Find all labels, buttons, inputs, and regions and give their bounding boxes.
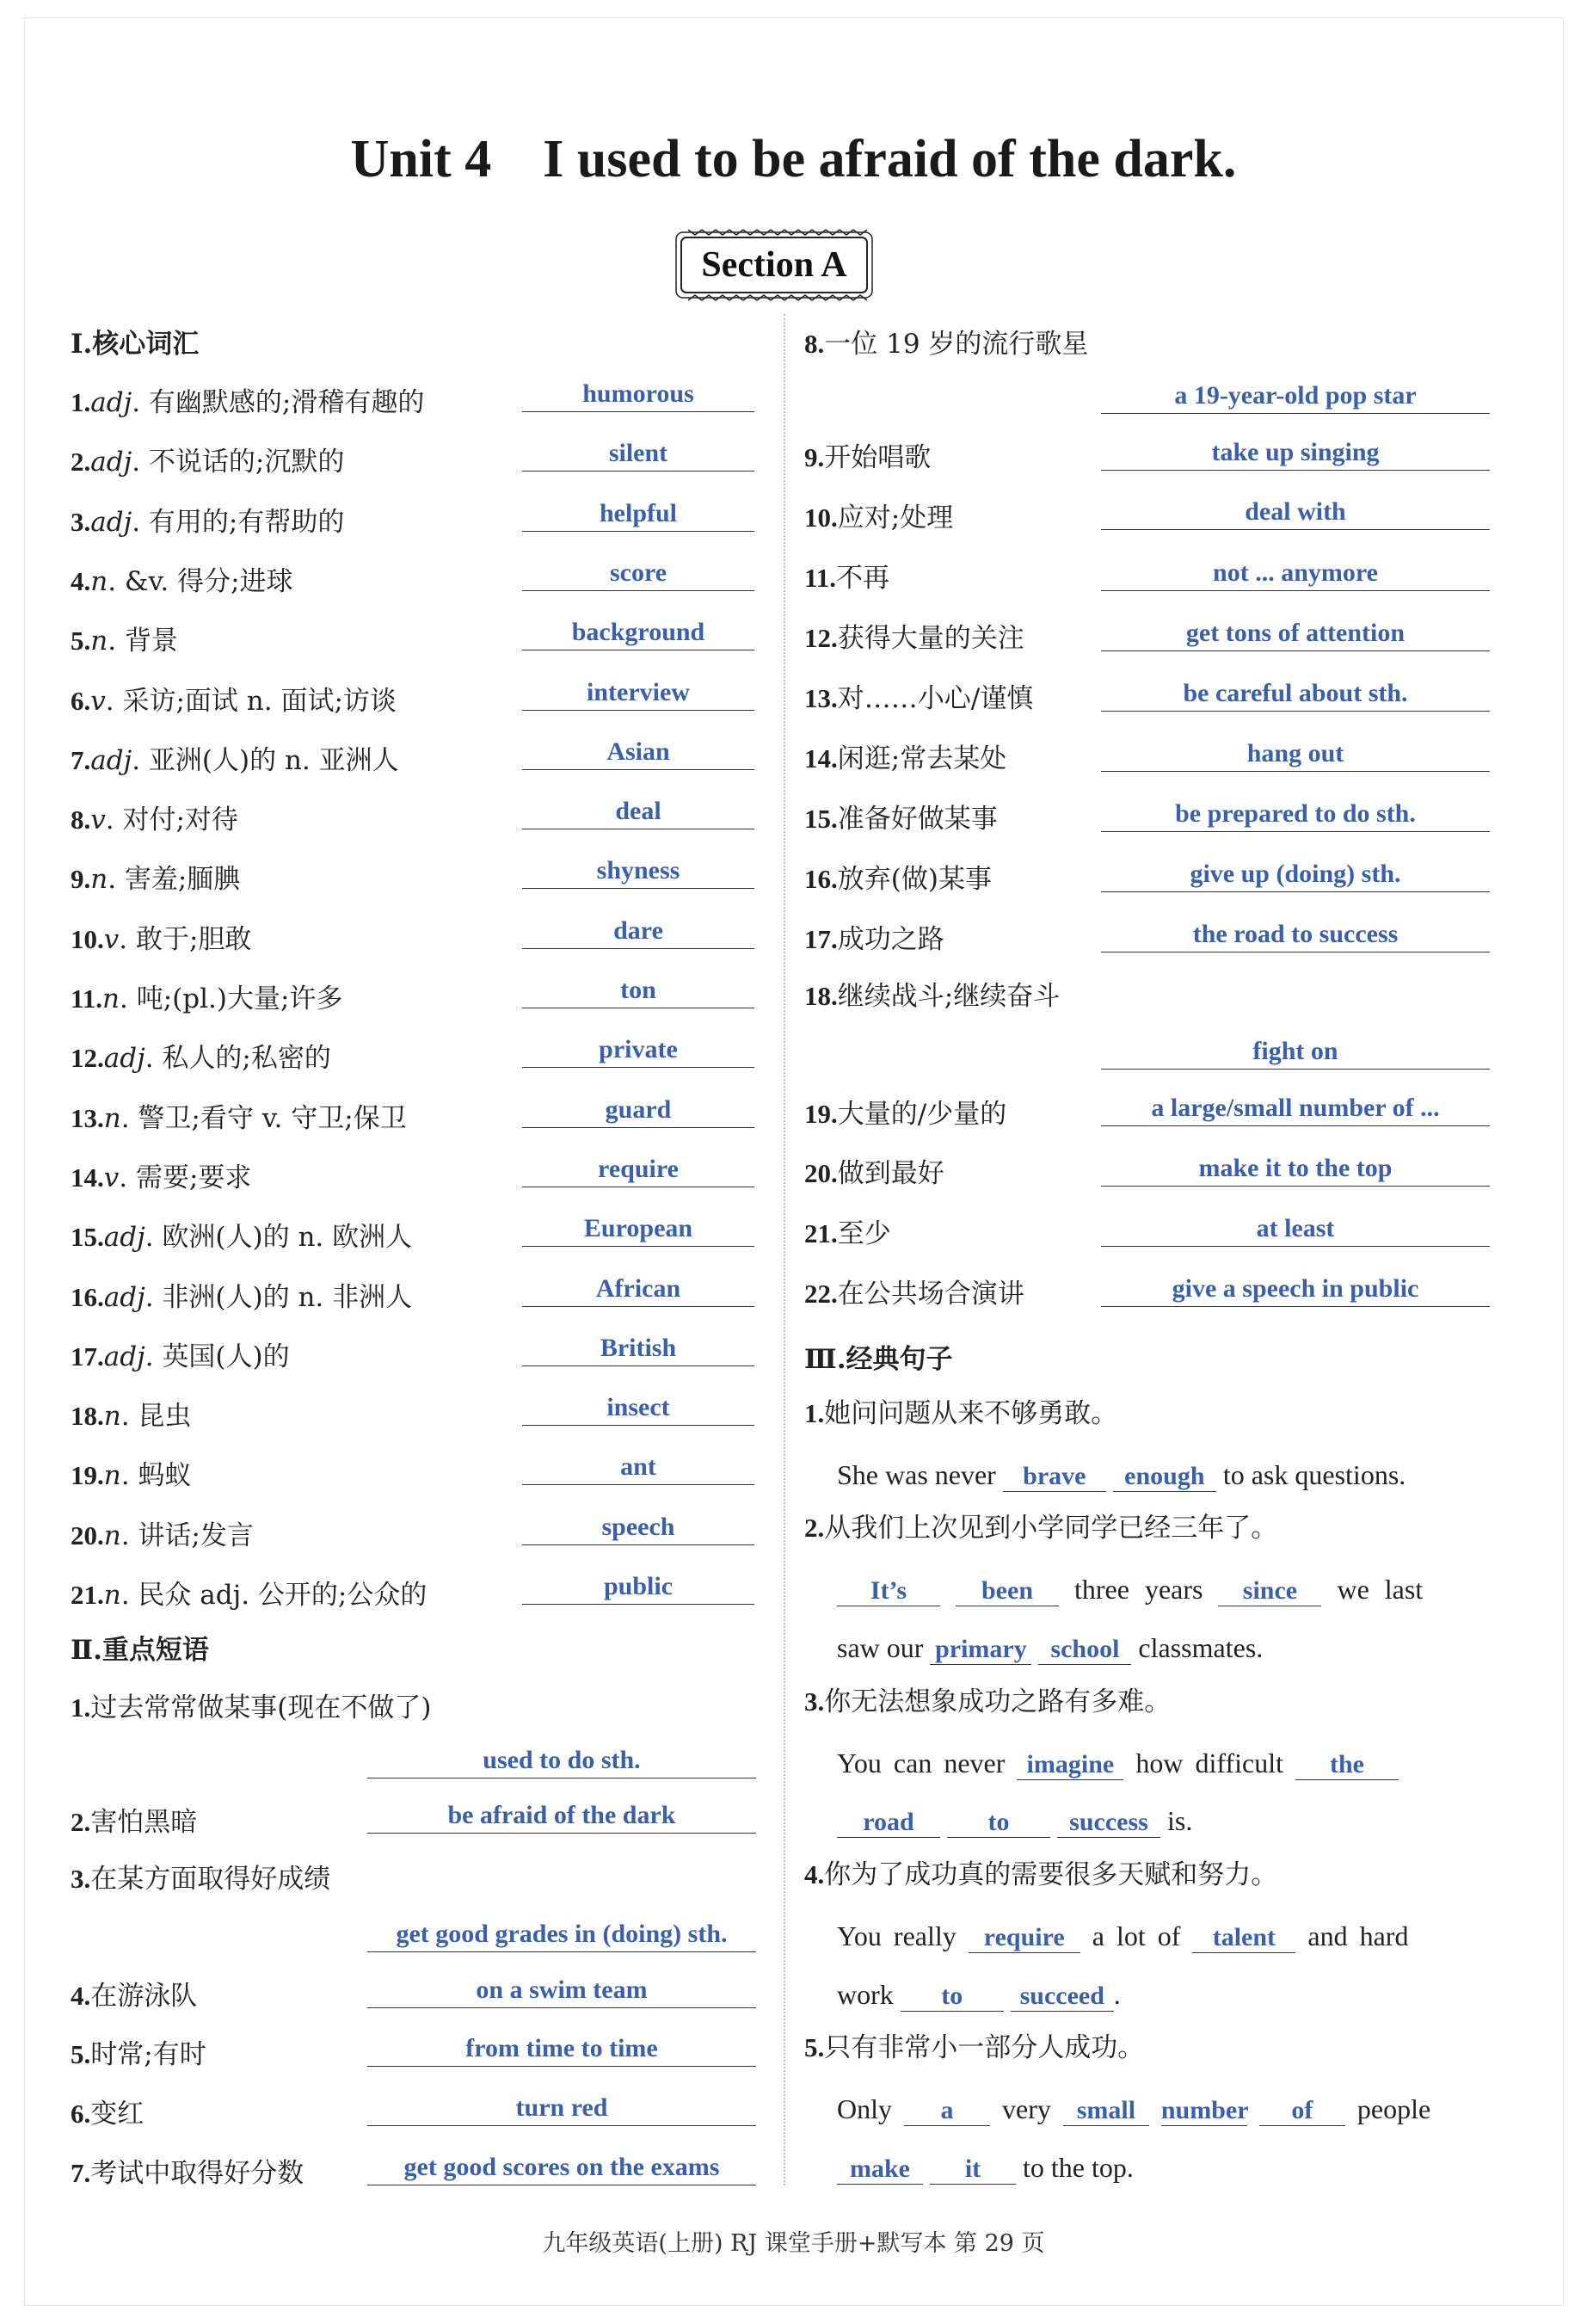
sentence-2-line-1: It’s been three years since we last — [837, 1572, 1491, 1606]
vocab-number: 4. — [71, 566, 91, 596]
vocab-pos: adj — [103, 1043, 145, 1074]
sentence-3-blank[interactable]: imagine — [1017, 1750, 1123, 1780]
vocab-number: 10. — [71, 924, 104, 954]
phrase-item — [804, 681, 1033, 716]
phrase-meaning: 变红 — [90, 2099, 145, 2130]
vocab-meaning: . 警卫;看守 v. 守卫;保卫 — [120, 1103, 407, 1134]
vocab-number: 3. — [71, 507, 91, 537]
phrase-meaning: 闲逛;常去某处 — [837, 743, 1007, 774]
vocab-meaning: . 对付;对待 — [105, 804, 238, 835]
sentence-2-blank[interactable]: school — [1038, 1635, 1131, 1665]
vocab-meaning: . 欧洲(人)的 n. 欧洲人 — [145, 1222, 413, 1253]
vocab-meaning: . 有幽默感的;滑稽有趣的 — [132, 387, 425, 418]
phrase-answer-blank[interactable]: on a swim team — [367, 1975, 756, 2008]
phrase-answer-blank[interactable]: get good scores on the exams — [367, 2152, 756, 2185]
phrase-number: 13. — [804, 683, 838, 713]
part1-header: Ⅰ.核心词汇 — [71, 329, 200, 360]
phrase-item — [71, 2037, 206, 2072]
phrase-item — [804, 742, 1006, 776]
vocab-item — [71, 862, 240, 897]
vocab-meaning: . 背景 — [108, 626, 178, 657]
phrase-number: 2. — [71, 1807, 91, 1837]
vocab-number: 19. — [71, 1460, 104, 1490]
vocab-item — [71, 1041, 331, 1076]
part2-header: Ⅱ.重点短语 — [71, 1635, 209, 1666]
vocab-meaning: . 敢于;胆敢 — [119, 924, 252, 955]
vocab-number: 12. — [71, 1043, 104, 1073]
phrase-number: 5. — [71, 2039, 91, 2069]
vocab-answer-blank[interactable]: require — [522, 1154, 754, 1187]
phrase-item — [71, 1979, 197, 2013]
vocab-pos: adj — [90, 745, 132, 776]
phrase-meaning: 继续战斗;继续奋斗 — [837, 981, 1061, 1012]
vocab-item — [71, 1280, 412, 1315]
vocab-answer-blank[interactable]: ant — [522, 1452, 754, 1485]
phrase-item — [804, 979, 1060, 1014]
phrase-answer-blank[interactable]: used to do sth. — [367, 1745, 756, 1778]
phrase-answer-blank[interactable]: fight on — [1101, 1036, 1490, 1070]
vocab-answer-blank[interactable]: private — [522, 1034, 754, 1068]
vocab-pos: n — [103, 1401, 121, 1432]
phrase-answer-blank[interactable]: give up (doing) sth. — [1101, 859, 1490, 892]
phrase-number: 18. — [804, 981, 838, 1011]
phrase-answer-blank[interactable]: take up singing — [1101, 437, 1490, 471]
vocab-pos: n — [102, 983, 120, 1014]
vocab-item — [71, 624, 178, 658]
phrase-item — [71, 1862, 330, 1896]
phrase-answer-blank[interactable]: get good grades in (doing) sth. — [367, 1919, 756, 1952]
sentence-5-blank[interactable]: make — [837, 2154, 923, 2185]
vocab-answer-blank[interactable]: shyness — [522, 855, 754, 889]
sentence-4-blank[interactable]: to — [901, 1982, 1004, 2012]
vocab-pos: n — [90, 566, 108, 597]
sentence-5-blank[interactable]: a — [904, 2096, 990, 2126]
sentence-3-line-2: road to success is. — [837, 1803, 1192, 1838]
phrase-item — [804, 621, 1024, 656]
vocab-item — [71, 1101, 407, 1136]
phrase-answer-blank[interactable]: hang out — [1101, 738, 1490, 772]
vocab-pos: adj — [103, 1222, 145, 1253]
sentence-2-line-2: saw our primary school classmates. — [837, 1632, 1264, 1663]
phrase-item — [804, 1097, 1006, 1131]
phrase-number: 19. — [804, 1099, 838, 1129]
sentence-3-blank[interactable]: success — [1057, 1808, 1160, 1838]
vocab-item — [71, 505, 344, 539]
vocab-answer-blank[interactable]: speech — [522, 1512, 754, 1545]
phrase-number: 20. — [804, 1158, 838, 1188]
sentence-2-blank[interactable]: primary — [930, 1635, 1031, 1665]
phrase-item — [804, 441, 931, 475]
vocab-meaning: . 亚洲(人)的 n. 亚洲人 — [132, 745, 399, 776]
vocab-answer-blank[interactable]: background — [522, 617, 754, 650]
phrase-meaning: 害怕黑暗 — [90, 1807, 198, 1838]
vocab-answer-blank[interactable]: dare — [522, 915, 754, 949]
phrase-meaning: 不再 — [836, 563, 890, 594]
phrase-number: 21. — [804, 1218, 838, 1248]
vocab-item — [71, 564, 293, 599]
vocab-meaning: . 讲话;发言 — [120, 1520, 254, 1551]
vocab-number: 11. — [71, 983, 103, 1014]
vocab-meaning: . 英国(人)的 — [145, 1341, 290, 1372]
vocab-meaning: . 有用的;有帮助的 — [132, 507, 345, 538]
sentence-2-blank[interactable]: It’s — [837, 1576, 940, 1606]
sentence-4-blank[interactable]: require — [969, 1923, 1080, 1953]
vocab-meaning: . 采访;面试 n. 面试;访谈 — [105, 686, 397, 717]
vocab-pos: v — [103, 1162, 120, 1193]
phrase-meaning: 在游泳队 — [90, 1981, 198, 2012]
phrase-number: 8. — [804, 329, 825, 359]
phrase-item — [804, 1156, 944, 1191]
phrase-number: 11. — [804, 563, 837, 593]
sentence-5-line-2: make it to the top. — [837, 2150, 1134, 2185]
vocab-meaning: . 不说话的;沉默的 — [132, 447, 345, 478]
vocab-answer-blank[interactable]: Asian — [522, 737, 754, 770]
phrase-item — [804, 922, 944, 957]
phrase-item — [804, 327, 1088, 361]
sentence-1: She was never brave enough to ask questions. — [837, 1459, 1406, 1490]
sentence-5-blank[interactable]: number — [1160, 2096, 1249, 2124]
vocab-pos: n — [90, 626, 108, 657]
phrase-answer-blank[interactable]: from time to time — [367, 2033, 756, 2067]
vocab-number: 9. — [71, 864, 91, 894]
vocab-item — [71, 1220, 412, 1254]
phrase-number: 17. — [804, 924, 838, 954]
phrase-answer-blank[interactable]: at least — [1101, 1213, 1490, 1247]
vocab-pos: n — [103, 1103, 121, 1134]
sentence-2-blank[interactable]: been — [956, 1576, 1059, 1606]
vocab-meaning: . 吨;(pl.)大量;许多 — [120, 983, 343, 1014]
vocab-number: 13. — [71, 1103, 104, 1133]
part3-header: Ⅲ.经典句子 — [804, 1344, 953, 1375]
vocab-item — [71, 684, 397, 718]
sentence-4-prompt: 4.你为了成功真的需要很多天赋和努力。 — [804, 1859, 1278, 1890]
phrase-number: 10. — [804, 502, 838, 533]
vocab-pos: v — [90, 686, 106, 717]
phrase-meaning: 开始唱歌 — [824, 442, 932, 473]
sentence-5-blank[interactable]: of — [1259, 2096, 1345, 2126]
phrase-answer-blank[interactable]: be afraid of the dark — [367, 1800, 756, 1834]
vocab-number: 14. — [71, 1162, 104, 1193]
phrase-answer-blank[interactable]: get tons of attention — [1101, 618, 1490, 651]
vocab-meaning: . 昆虫 — [120, 1401, 192, 1432]
phrase-meaning: 过去常常做某事(现在不做了) — [90, 1692, 432, 1723]
vocab-item — [71, 1578, 427, 1612]
phrase-item — [804, 862, 992, 897]
sentence-1-blank[interactable]: enough — [1113, 1462, 1216, 1492]
phrase-number: 14. — [804, 743, 838, 774]
sentence-4-blank[interactable]: talent — [1192, 1923, 1295, 1953]
vocab-answer-blank[interactable]: silent — [522, 438, 754, 472]
phrase-meaning: 放弃(做)某事 — [837, 864, 992, 895]
vocab-item — [71, 445, 344, 479]
vocab-pos: n — [90, 864, 108, 895]
page-title: Unit 4 I used to be afraid of the dark. — [350, 130, 1237, 188]
vocab-item — [71, 385, 424, 420]
vocab-number: 20. — [71, 1520, 104, 1550]
vocab-pos: adj — [103, 1341, 145, 1372]
phrase-number: 12. — [804, 623, 838, 653]
vocab-item — [71, 1519, 254, 1553]
vocab-number: 21. — [71, 1580, 104, 1610]
vocab-answer-blank[interactable]: score — [522, 558, 754, 591]
vocab-meaning: . &v. 得分;进球 — [108, 566, 293, 597]
phrase-meaning: 做到最好 — [837, 1158, 944, 1189]
phrase-meaning: 应对;处理 — [837, 502, 954, 533]
sentence-5-blank[interactable]: small — [1063, 2096, 1149, 2126]
phrase-meaning: 大量的/少量的 — [837, 1099, 1007, 1130]
sentence-2-blank[interactable]: since — [1218, 1576, 1321, 1606]
sentence-4-line-1: You really require a lot of talent and hard — [837, 1920, 1409, 1951]
phrase-number: 1. — [71, 1692, 91, 1723]
vocab-number: 2. — [71, 447, 91, 477]
vocab-number: 5. — [71, 626, 91, 656]
vocab-answer-blank[interactable]: African — [522, 1273, 754, 1307]
vocab-answer-blank[interactable]: public — [522, 1571, 754, 1605]
vocab-pos: n — [103, 1520, 121, 1551]
sentence-3-blank[interactable]: the — [1295, 1750, 1399, 1780]
sentence-5-prompt: 5.只有非常小一部分人成功。 — [804, 2032, 1145, 2063]
phrase-item — [804, 1277, 1024, 1311]
vocab-number: 6. — [71, 686, 91, 716]
vocab-item — [71, 743, 399, 778]
phrase-answer-blank[interactable]: not ... anymore — [1101, 558, 1490, 591]
phrase-item — [71, 2156, 304, 2191]
column-divider — [784, 314, 785, 2185]
vocab-number: 1. — [71, 387, 91, 417]
vocab-number: 15. — [71, 1222, 104, 1252]
vocab-answer-blank[interactable]: deal — [522, 796, 754, 829]
vocab-pos: n — [103, 1460, 121, 1491]
vocab-number: 7. — [71, 745, 91, 775]
phrase-item — [804, 1217, 891, 1251]
phrase-meaning: 时常;有时 — [90, 2039, 206, 2070]
vocab-answer-blank[interactable]: insect — [522, 1392, 754, 1426]
phrase-item — [804, 561, 889, 595]
phrase-meaning: 获得大量的关注 — [837, 623, 1024, 654]
phrase-number: 7. — [71, 2158, 91, 2188]
vocab-item — [71, 1161, 251, 1195]
vocab-answer-blank[interactable]: European — [522, 1213, 754, 1247]
phrase-meaning: 至少 — [837, 1218, 891, 1249]
page-footer: 九年级英语(上册) RJ 课堂手册+默写本 第 29 页 — [542, 2230, 1045, 2257]
phrase-answer-blank[interactable]: deal with — [1101, 496, 1490, 530]
sentence-3-blank[interactable]: road — [837, 1808, 940, 1838]
phrase-answer-blank[interactable]: turn red — [367, 2093, 756, 2126]
vocab-meaning: . 蚂蚁 — [120, 1460, 192, 1491]
phrase-meaning: 成功之路 — [837, 924, 944, 955]
vocab-answer-blank[interactable]: humorous — [522, 379, 754, 412]
vocab-meaning: . 私人的;私密的 — [145, 1043, 331, 1074]
phrase-number: 16. — [804, 864, 838, 894]
sentence-5-line-1: Only a very small number of people — [837, 2093, 1431, 2124]
vocab-pos: adj — [90, 507, 132, 538]
phrase-number: 6. — [71, 2099, 91, 2129]
phrase-answer-blank[interactable]: give a speech in public — [1101, 1273, 1490, 1307]
sentence-3-prompt: 3.你无法想象成功之路有多难。 — [804, 1686, 1172, 1717]
vocab-item — [71, 1458, 191, 1493]
vocab-item — [71, 922, 251, 957]
vocab-number: 17. — [71, 1341, 104, 1372]
vocab-pos: n — [103, 1580, 121, 1611]
phrase-number: 9. — [804, 442, 825, 472]
vocab-pos: v — [103, 924, 120, 955]
section-label: Section A — [701, 245, 847, 285]
vocab-item — [71, 1399, 191, 1433]
sentence-5-blank[interactable]: it — [930, 2154, 1016, 2185]
sentence-1-prompt: 1.她问问题从来不够勇敢。 — [804, 1398, 1118, 1429]
vocab-answer-blank[interactable]: helpful — [522, 498, 754, 532]
sentence-4-line-2: work to succeed . — [837, 1979, 1121, 2010]
vocab-item — [71, 982, 342, 1016]
phrase-item — [804, 501, 953, 535]
vocab-answer-blank[interactable]: guard — [522, 1094, 754, 1128]
vocab-number: 18. — [71, 1401, 104, 1431]
phrase-meaning: 对……小心/谨慎 — [837, 683, 1034, 714]
phrase-answer-blank[interactable]: a large/small number of ... — [1101, 1093, 1490, 1126]
vocab-pos: v — [90, 804, 106, 835]
phrase-meaning: 一位 19 岁的流行歌星 — [824, 329, 1089, 360]
vocab-item — [71, 803, 238, 837]
phrase-answer-blank[interactable]: be careful about sth. — [1101, 678, 1490, 712]
vocab-meaning: . 需要;要求 — [119, 1162, 252, 1193]
phrase-number: 15. — [804, 804, 838, 834]
section-badge — [671, 225, 877, 305]
sentence-4-blank[interactable]: succeed — [1011, 1982, 1114, 2012]
sentence-3-line-1: You can never imagine how difficult the — [837, 1746, 1399, 1780]
vocab-item — [71, 1340, 290, 1374]
vocab-answer-blank[interactable]: British — [522, 1333, 754, 1366]
phrase-meaning: 准备好做某事 — [837, 804, 998, 835]
phrase-item — [71, 2097, 144, 2131]
vocab-number: 8. — [71, 804, 91, 835]
phrase-item — [71, 1805, 197, 1840]
phrase-number: 4. — [71, 1981, 91, 2011]
phrase-answer-blank[interactable]: a 19-year-old pop star — [1101, 380, 1490, 414]
phrase-answer-blank[interactable]: be prepared to do sth. — [1101, 798, 1490, 832]
vocab-answer-blank[interactable]: interview — [522, 677, 754, 711]
vocab-pos: adj — [90, 387, 132, 418]
phrase-meaning: 考试中取得好分数 — [90, 2158, 304, 2189]
phrase-answer-blank[interactable]: make it to the top — [1101, 1153, 1490, 1187]
phrase-answer-blank[interactable]: the road to success — [1101, 919, 1490, 952]
phrase-item — [804, 802, 998, 836]
vocab-meaning: . 非洲(人)的 n. 非洲人 — [145, 1282, 413, 1313]
sentence-3-blank[interactable]: to — [947, 1808, 1050, 1838]
phrase-meaning: 在公共场合演讲 — [837, 1279, 1024, 1310]
sentence-1-blank[interactable]: brave — [1003, 1462, 1106, 1492]
phrase-item — [71, 1691, 431, 1725]
vocab-number: 16. — [71, 1282, 104, 1312]
vocab-meaning: . 民众 adj. 公开的;公众的 — [120, 1580, 428, 1611]
phrase-meaning: 在某方面取得好成绩 — [90, 1864, 331, 1895]
vocab-meaning: . 害羞;腼腆 — [108, 864, 241, 895]
vocab-pos: adj — [103, 1282, 145, 1313]
phrase-number: 22. — [804, 1279, 838, 1309]
vocab-pos: adj — [90, 447, 132, 478]
vocab-answer-blank[interactable]: ton — [522, 975, 754, 1008]
phrase-number: 3. — [71, 1864, 91, 1894]
sentence-2-prompt: 2.从我们上次见到小学同学已经三年了。 — [804, 1513, 1278, 1544]
